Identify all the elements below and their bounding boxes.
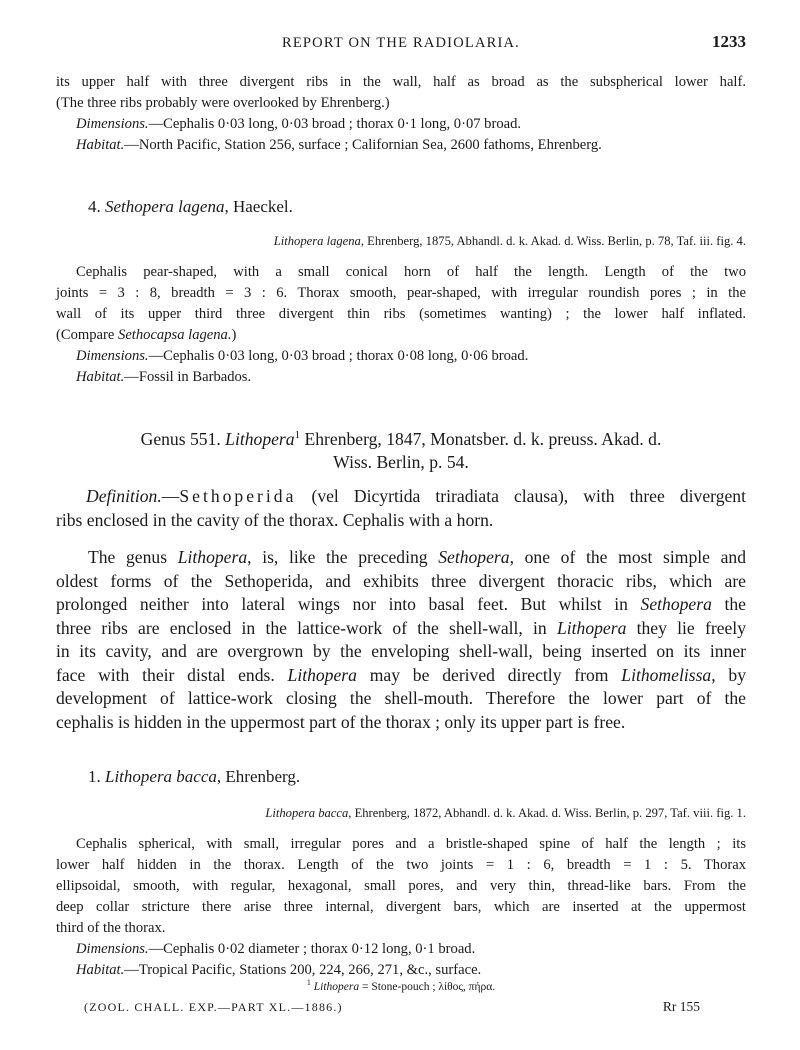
footer-sheet-mark: Rr 155	[662, 999, 700, 1014]
text-line: joints = 3 : 8, breadth = 3 : 6. Thorax smooth, pear-shaped, with irregular roundish pores ; in the	[56, 285, 746, 301]
genus-discussion	[56, 546, 746, 734]
species-name: Lithopera bacca	[105, 767, 217, 786]
habitat-line: Habitat.—Fossil in Barbados.	[76, 369, 252, 385]
species-description	[56, 262, 746, 388]
text-line: prolonged neither into lateral wings nor into basal feet. But whilst in Sethopera the	[56, 594, 746, 614]
genus-definition: Definition.—Sethoperida (vel Dicyrtida triradiata clausa), with three divergent ribs enclosed in the cavity of the thorax. Cephalis with a horn.	[56, 486, 746, 530]
text-line: cephalis is hidden in the uppermost part of the thorax ; only its upper part is free.	[56, 711, 626, 732]
text-line: in its cavity, and are overgrown by the enveloping shell-wall, being inserted on its inner	[56, 641, 746, 661]
dimensions-label: Dimensions.	[76, 348, 149, 364]
page-number: 1233	[712, 32, 746, 51]
text-line: face with their distal ends. Lithopera may be derived directly from Lithomelissa, by	[56, 664, 747, 685]
habitat-line: Habitat.—Tropical Pacific, Stations 200, 224, 266, 271, &c., surface.	[76, 962, 482, 978]
dimensions-line: Dimensions.—Cephalis 0·03 long, 0·03 broad ; thorax 0·08 long, 0·06 broad.	[76, 348, 529, 364]
footnote-mark: 1	[294, 429, 301, 441]
text-line: Cephalis spherical, with small, irregular pores and a bristle-shaped spine of half the length ; its	[76, 836, 746, 852]
text-line: deep collar stricture there arise three internal, divergent bars, which are inserted at the uppermost	[56, 899, 746, 915]
text-line: wall of its upper third three divergent thin ribs (sometimes wanting) ; the lower half inflated.	[56, 306, 746, 322]
species-reference: Lithopera lagena, Ehrenberg, 1875, Abhandl. d. k. Akad. d. Wiss. Berlin, p. 78, Taf. iii. fig. 4.	[273, 234, 746, 248]
running-head: REPORT ON THE RADIOLARIA.	[281, 35, 521, 51]
continuation-paragraph	[56, 72, 746, 156]
species-description	[56, 834, 746, 981]
habitat-label: Habitat.	[76, 962, 125, 978]
species-heading: 4. Sethopera lagena, Haeckel.	[88, 197, 293, 216]
text-line: The genus Lithopera, is, like the preceding Sethopera, one of the most simple and	[88, 547, 747, 567]
definition-label: Definition.	[86, 486, 162, 506]
text-line: lower half hidden in the thorax. Length of the two joints = 1 : 6, breadth = 1 : 5. Thorax	[56, 857, 746, 873]
text-line: three ribs are enclosed in the lattice-work of the shell-wall, in Lithopera they lie freely	[56, 617, 746, 638]
dimensions-line: Dimensions.—Cephalis 0·02 diameter ; thorax 0·12 long, 0·1 broad.	[76, 941, 476, 957]
text-line: third of the thorax.	[56, 920, 166, 936]
text-line: its upper half with three divergent ribs in the wall, half as broad as the subspherical lower half.	[56, 74, 746, 90]
dimensions-label: Dimensions.	[76, 116, 149, 132]
genus-heading: Genus 551. Lithopera$^1$ Ehrenberg, 1847, Monatsber. d. k. preuss. Akad. d. Wiss. Berlin, p. 54.	[140, 428, 662, 473]
habitat-line: Habitat.—North Pacific, Station 256, surface ; Californian Sea, 2600 fathoms, Ehrenberg.	[76, 137, 602, 153]
page-header	[56, 32, 746, 54]
text-line: development of lattice-work closing the shell-mouth. Therefore the lower part of the	[56, 688, 746, 708]
species-reference: Lithopera bacca, Ehrenberg, 1872, Abhandl. d. k. Akad. d. Wiss. Berlin, p. 297, Taf. viii. fig. 1.	[265, 806, 746, 820]
species-heading: 1. Lithopera bacca, Ehrenberg.	[88, 767, 301, 786]
text-line: ellipsoidal, smooth, with regular, hexagonal, small pores, and very thin, thread-like bars. From the	[56, 878, 746, 894]
text-line: oldest forms of the Sethoperida, and exhibits three divergent thoracic ribs, which are	[56, 570, 746, 591]
text-line: Cephalis pear-shaped, with a small conical horn of half the length. Length of the two	[76, 264, 746, 280]
text-line: (The three ribs probably were overlooked by Ehrenberg.)	[56, 95, 390, 111]
dimensions-line: Dimensions.—Cephalis 0·03 long, 0·03 broad ; thorax 0·1 long, 0·07 broad.	[76, 116, 522, 132]
footer-signature: (ZOOL. CHALL. EXP.—PART XL.—1886.)	[84, 1000, 343, 1014]
dimensions-label: Dimensions.	[76, 941, 149, 957]
genus-name: Lithopera	[225, 428, 295, 449]
footnote: $^1$ Lithopera = Stone-pouch ; λίθος, πήρα.	[306, 978, 496, 993]
compare-line: (Compare Sethocapsa lagena.)	[56, 327, 237, 343]
species-name: Sethopera lagena	[105, 197, 225, 216]
habitat-label: Habitat.	[76, 369, 125, 385]
habitat-label: Habitat.	[76, 137, 125, 153]
